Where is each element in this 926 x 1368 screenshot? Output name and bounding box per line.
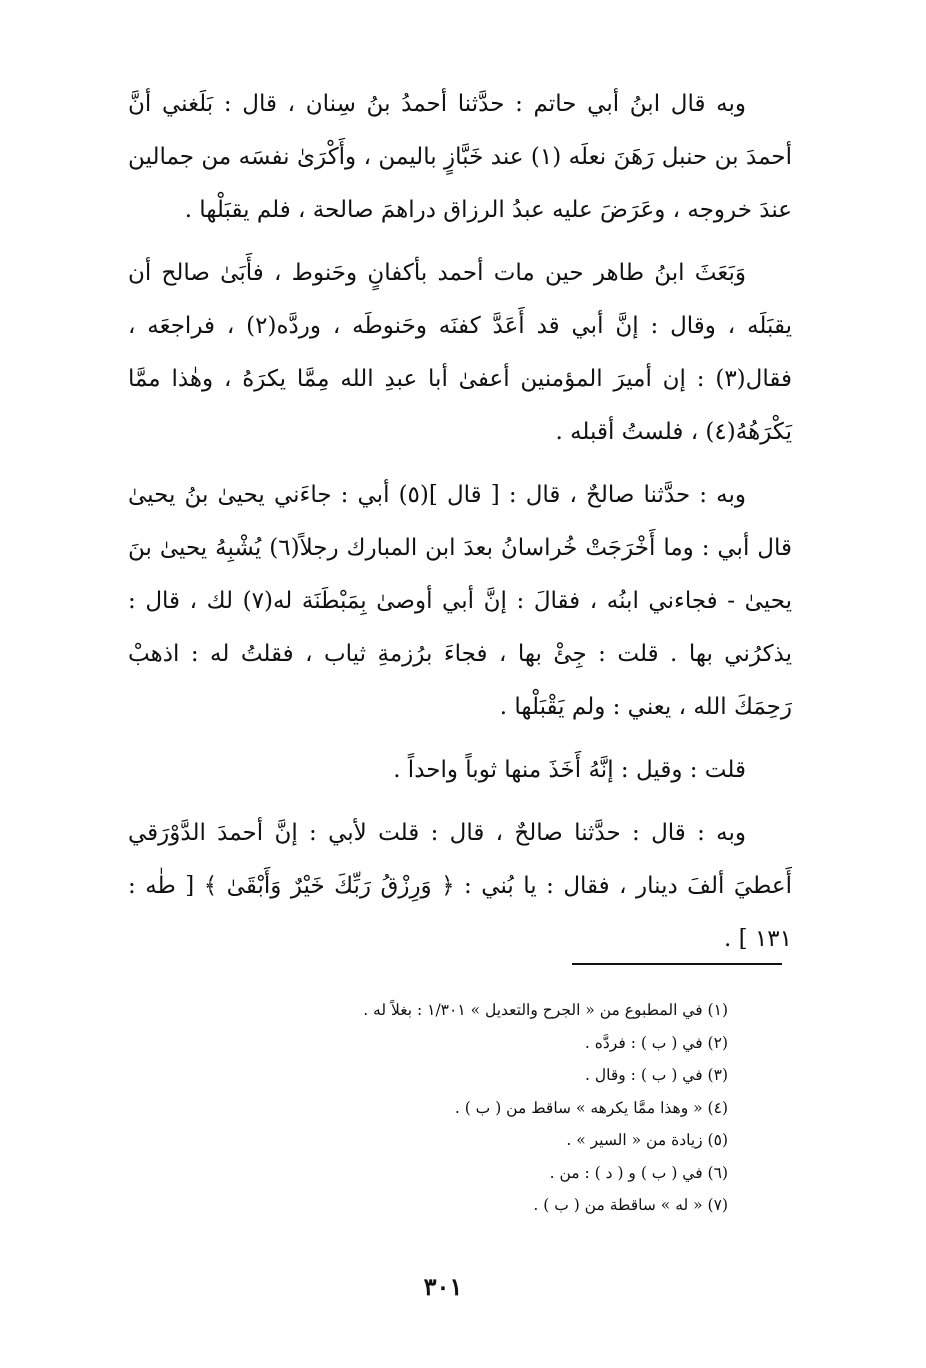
paragraph: وبه : حدَّثنا صالحٌ ، قال : [ قال ](٥) أبي : جاءَني يحيىٰ بنُ يحيىٰ قال أبي : وما أَخْرَجَتْ خُراسانُ بعدَ ابن المبارك رجلاً(٦) يُشْبِهُ يحيىٰ بنَ يحيىٰ - فجاءني ابنُه ، فقالَ : إنَّ أبي أوصىٰ بِمَبْطَنَة له(٧) لك ، قال : يذكرُني بها . قلت : جِئْ بها ، فجاءَ برُزمةِ ثياب ، فقلتُ له : اذهبْ رَحِمَكَ الله ، يعني : ولم يَقْبَلْها . bbox=[128, 482, 792, 720]
footnote: (٦) في ( ب ) و ( د ) : من . bbox=[549, 1163, 728, 1182]
footnote-separator bbox=[572, 963, 782, 965]
page-number: ٣٠١ bbox=[423, 1272, 463, 1301]
footnote: (١) في المطبوع من « الجرح والتعديل » ١/٣٠١ : بغلاً له . bbox=[363, 1001, 728, 1019]
footnote: (٥) زيادة من « السير » . bbox=[566, 1131, 728, 1149]
paragraph: وبه قال ابنُ أبي حاتم : حدَّثنا أحمدُ بنُ سِنان ، قال : بَلَغني أنَّ أحمدَ بن حنبل رَهَنَ نعلَه (١) عند خَبَّازٍ باليمن ، وأَكْرَىٰ نفسَه من جمالين عندَ خروجه ، وعَرَضَ عليه عبدُ الرزاق دراهمَ صالحة ، فلم يقبَلْها . bbox=[128, 91, 792, 223]
footnote: (٤) « وهذا ممَّا يكرهه » ساقط من ( ب ) . bbox=[454, 1098, 728, 1117]
footnote: (٢) في ( ب ) : فردَّه . bbox=[584, 1033, 728, 1052]
footnotes-list bbox=[250, 994, 728, 1222]
main-text bbox=[128, 78, 792, 976]
footnote: (٧) « له » ساقطة من ( ب ) . bbox=[533, 1196, 728, 1214]
footnote: (٣) في ( ب ) : وقال . bbox=[585, 1066, 728, 1084]
paragraph: قلت : وقيل : إنَّهُ أَخَذَ منها ثوباً واحداً . bbox=[393, 757, 746, 783]
paragraph: وبه : قال : حدَّثنا صالحٌ ، قال : قلت لأبي : إنَّ أحمدَ الدَّوْرَقي أَعطيَ ألفَ دينار ، فقال : يا بُني : ﴿ وَرِزْقُ رَبِّكَ خَيْرٌ وَأَبْقَىٰ ﴾ [ طٰه : ١٣١ ] . bbox=[128, 820, 792, 952]
paragraph: وَبَعَثَ ابنُ طاهر حين مات أحمد بأكفانٍ وحَنوط ، فأَبَىٰ صالح أن يقبَلَه ، وقال : إنَّ أبي قد أَعَدَّ كفنَه وحَنوطَه ، وردَّه(٢) ، فراجعَه ، فقال(٣) : إن أميرَ المؤمنين أعفىٰ أبا عبدِ الله مِمَّا يكرَهُ ، وهٰذا ممَّا يَكْرَهُهُ(٤) ، فلستُ أقبله . bbox=[128, 260, 792, 445]
